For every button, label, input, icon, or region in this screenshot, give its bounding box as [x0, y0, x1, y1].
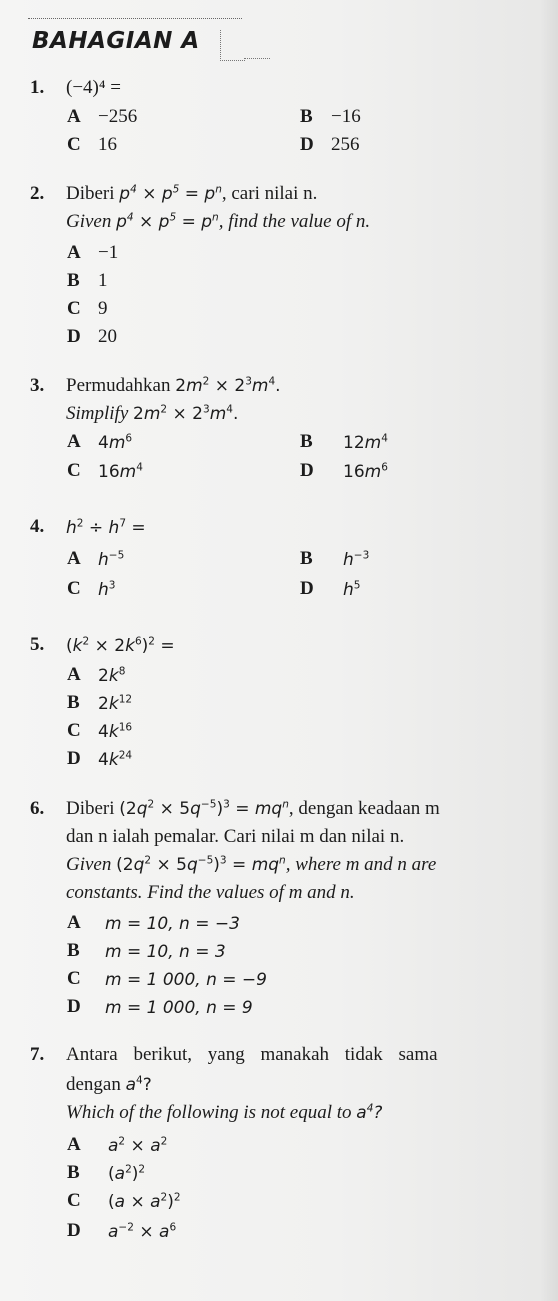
q6-option-a[interactable]: m = 10, n = −3 — [105, 914, 240, 934]
q7-target: $a^4$? — [125, 1074, 152, 1095]
q2-equation-en: $p^4 \times p^5 = p^n$ — [116, 211, 219, 232]
q2-option-a[interactable]: −1 — [98, 242, 119, 263]
q2-equation: $p^4 \times p^5 = p^n$ — [119, 183, 222, 204]
q4-option-b-letter: B — [300, 548, 313, 569]
q3-malay-prefix: Permudahkan — [66, 375, 171, 396]
q7-malay-line1: Antara berikut, yang manakah tidak sama — [66, 1044, 438, 1065]
q2-option-c[interactable]: 9 — [98, 298, 108, 319]
q6-option-c[interactable]: m = 1 000, n = −9 — [105, 970, 267, 990]
q6-option-a-letter: A — [67, 912, 81, 933]
q1-option-d-letter: D — [300, 134, 314, 155]
q2-option-b-letter: B — [67, 270, 80, 291]
q2-malay — [66, 183, 317, 205]
q7-number: 7. — [30, 1044, 45, 1065]
q7-option-d-letter: D — [67, 1220, 81, 1241]
q2-english — [66, 211, 370, 233]
q2-number: 2. — [30, 183, 45, 204]
q3-malay — [66, 375, 281, 397]
q3-english — [66, 403, 238, 425]
q6-malay-prefix: Diberi — [66, 798, 115, 819]
q3-expression-en: $2m^2 \times 2^3m^4$. — [133, 403, 239, 424]
q5-question: $(k^2 \times 2k^6)^2$ = — [66, 635, 175, 656]
q3-expression: $2m^2 \times 2^3m^4$. — [175, 375, 281, 396]
q1-option-a[interactable]: −256 — [98, 106, 138, 127]
q2-option-a-letter: A — [67, 242, 81, 263]
q7-english — [66, 1102, 382, 1124]
q7-option-b[interactable]: $(a^2)^2$ — [108, 1163, 146, 1184]
q7-option-a-letter: A — [67, 1134, 81, 1155]
q1-option-a-letter: A — [67, 106, 81, 127]
top-dotted-line — [28, 18, 242, 19]
q1-option-d[interactable]: 256 — [331, 134, 360, 155]
q4-question: $h^2 \div h^7$ = — [66, 517, 146, 538]
q6-number: 6. — [30, 798, 45, 819]
q6-english-suffix: , where m and n are — [285, 854, 437, 875]
q2-malay-suffix: , cari nilai n. — [221, 183, 318, 204]
q5-option-d[interactable]: $4k^{24}$ — [98, 749, 133, 770]
q3-option-b-letter: B — [300, 431, 313, 452]
q7-option-c[interactable]: $(a \times a^2)^2$ — [108, 1191, 181, 1212]
q1-number: 1. — [30, 77, 45, 98]
q3-option-a-letter: A — [67, 431, 81, 452]
q7-english-prefix: Which of the following is not equal to — [66, 1102, 352, 1123]
q6-english-prefix: Given — [66, 854, 112, 875]
title-dash-line — [244, 58, 270, 59]
q4-option-a-letter: A — [67, 548, 81, 569]
q6-option-b[interactable]: m = 10, n = 3 — [105, 942, 226, 962]
q4-option-d-letter: D — [300, 578, 314, 599]
q2-option-c-letter: C — [67, 298, 81, 319]
q7-malay-line2 — [66, 1074, 152, 1096]
q6-equation-en: $(2q^2 \times 5q^{-5})^3 = mq^n$ — [116, 854, 286, 875]
q4-option-c[interactable]: $h^3$ — [98, 579, 116, 600]
q5-option-c-letter: C — [67, 720, 81, 741]
q3-english-prefix: Simplify — [66, 403, 129, 424]
q1-question: (−4)⁴ = — [66, 77, 121, 98]
q2-option-d-letter: D — [67, 326, 81, 347]
q3-option-b[interactable]: $12m^4$ — [343, 432, 388, 453]
title-corner-line — [220, 30, 245, 61]
q5-number: 5. — [30, 634, 45, 655]
q6-english-line1 — [66, 854, 436, 876]
q3-option-c[interactable]: $16m^4$ — [98, 461, 143, 482]
q6-option-c-letter: C — [67, 968, 81, 989]
q7-option-b-letter: B — [67, 1162, 80, 1183]
page-edge-shadow — [540, 0, 558, 1301]
q4-option-b[interactable]: $h^{-3}$ — [343, 549, 370, 570]
q1-option-c[interactable]: 16 — [98, 134, 117, 155]
q2-option-b[interactable]: 1 — [98, 270, 108, 291]
q2-malay-prefix: Diberi — [66, 183, 115, 204]
q7-option-a[interactable]: $a^2 \times a^2$ — [108, 1135, 168, 1156]
q5-option-a[interactable]: $2k^8$ — [98, 665, 126, 686]
q3-option-d[interactable]: $16m^6$ — [343, 461, 388, 482]
q4-option-c-letter: C — [67, 578, 81, 599]
q6-option-d-letter: D — [67, 996, 81, 1017]
q1-option-b-letter: B — [300, 106, 313, 127]
q6-option-b-letter: B — [67, 940, 80, 961]
q4-option-a[interactable]: $h^{-5}$ — [98, 549, 125, 570]
q2-english-suffix: , find the value of n. — [218, 211, 371, 232]
q6-english-line2: constants. Find the values of m and n. — [66, 882, 355, 903]
section-title: BAHAGIAN A — [32, 28, 200, 54]
q6-option-d[interactable]: m = 1 000, n = 9 — [105, 998, 253, 1018]
q3-option-a[interactable]: $4m^6$ — [98, 432, 133, 453]
q1-option-c-letter: C — [67, 134, 81, 155]
q7-target-en: $a^4$? — [356, 1102, 383, 1123]
q6-malay-line1 — [66, 798, 440, 820]
q2-english-prefix: Given — [66, 211, 112, 232]
q3-option-c-letter: C — [67, 460, 81, 481]
q5-option-d-letter: D — [67, 748, 81, 769]
q6-malay-suffix: , dengan keadaan m — [288, 798, 440, 819]
q7-option-c-letter: C — [67, 1190, 81, 1211]
q7-option-d[interactable]: $a^{-2} \times a^6$ — [108, 1221, 177, 1242]
q4-number: 4. — [30, 516, 45, 537]
q3-number: 3. — [30, 375, 45, 396]
q6-malay-line2: dan n ialah pemalar. Cari nilai m dan nilai n. — [66, 826, 405, 847]
q3-option-d-letter: D — [300, 460, 314, 481]
q5-option-b-letter: B — [67, 692, 80, 713]
q6-equation: $(2q^2 \times 5q^{-5})^3 = mq^n$ — [119, 798, 289, 819]
q5-option-c[interactable]: $4k^{16}$ — [98, 721, 133, 742]
q7-malay-prefix: dengan — [66, 1074, 121, 1095]
q4-option-d[interactable]: $h^5$ — [343, 579, 361, 600]
q5-option-b[interactable]: $2k^{12}$ — [98, 693, 133, 714]
q1-option-b[interactable]: −16 — [331, 106, 361, 127]
q2-option-d[interactable]: 20 — [98, 326, 117, 347]
q5-option-a-letter: A — [67, 664, 81, 685]
